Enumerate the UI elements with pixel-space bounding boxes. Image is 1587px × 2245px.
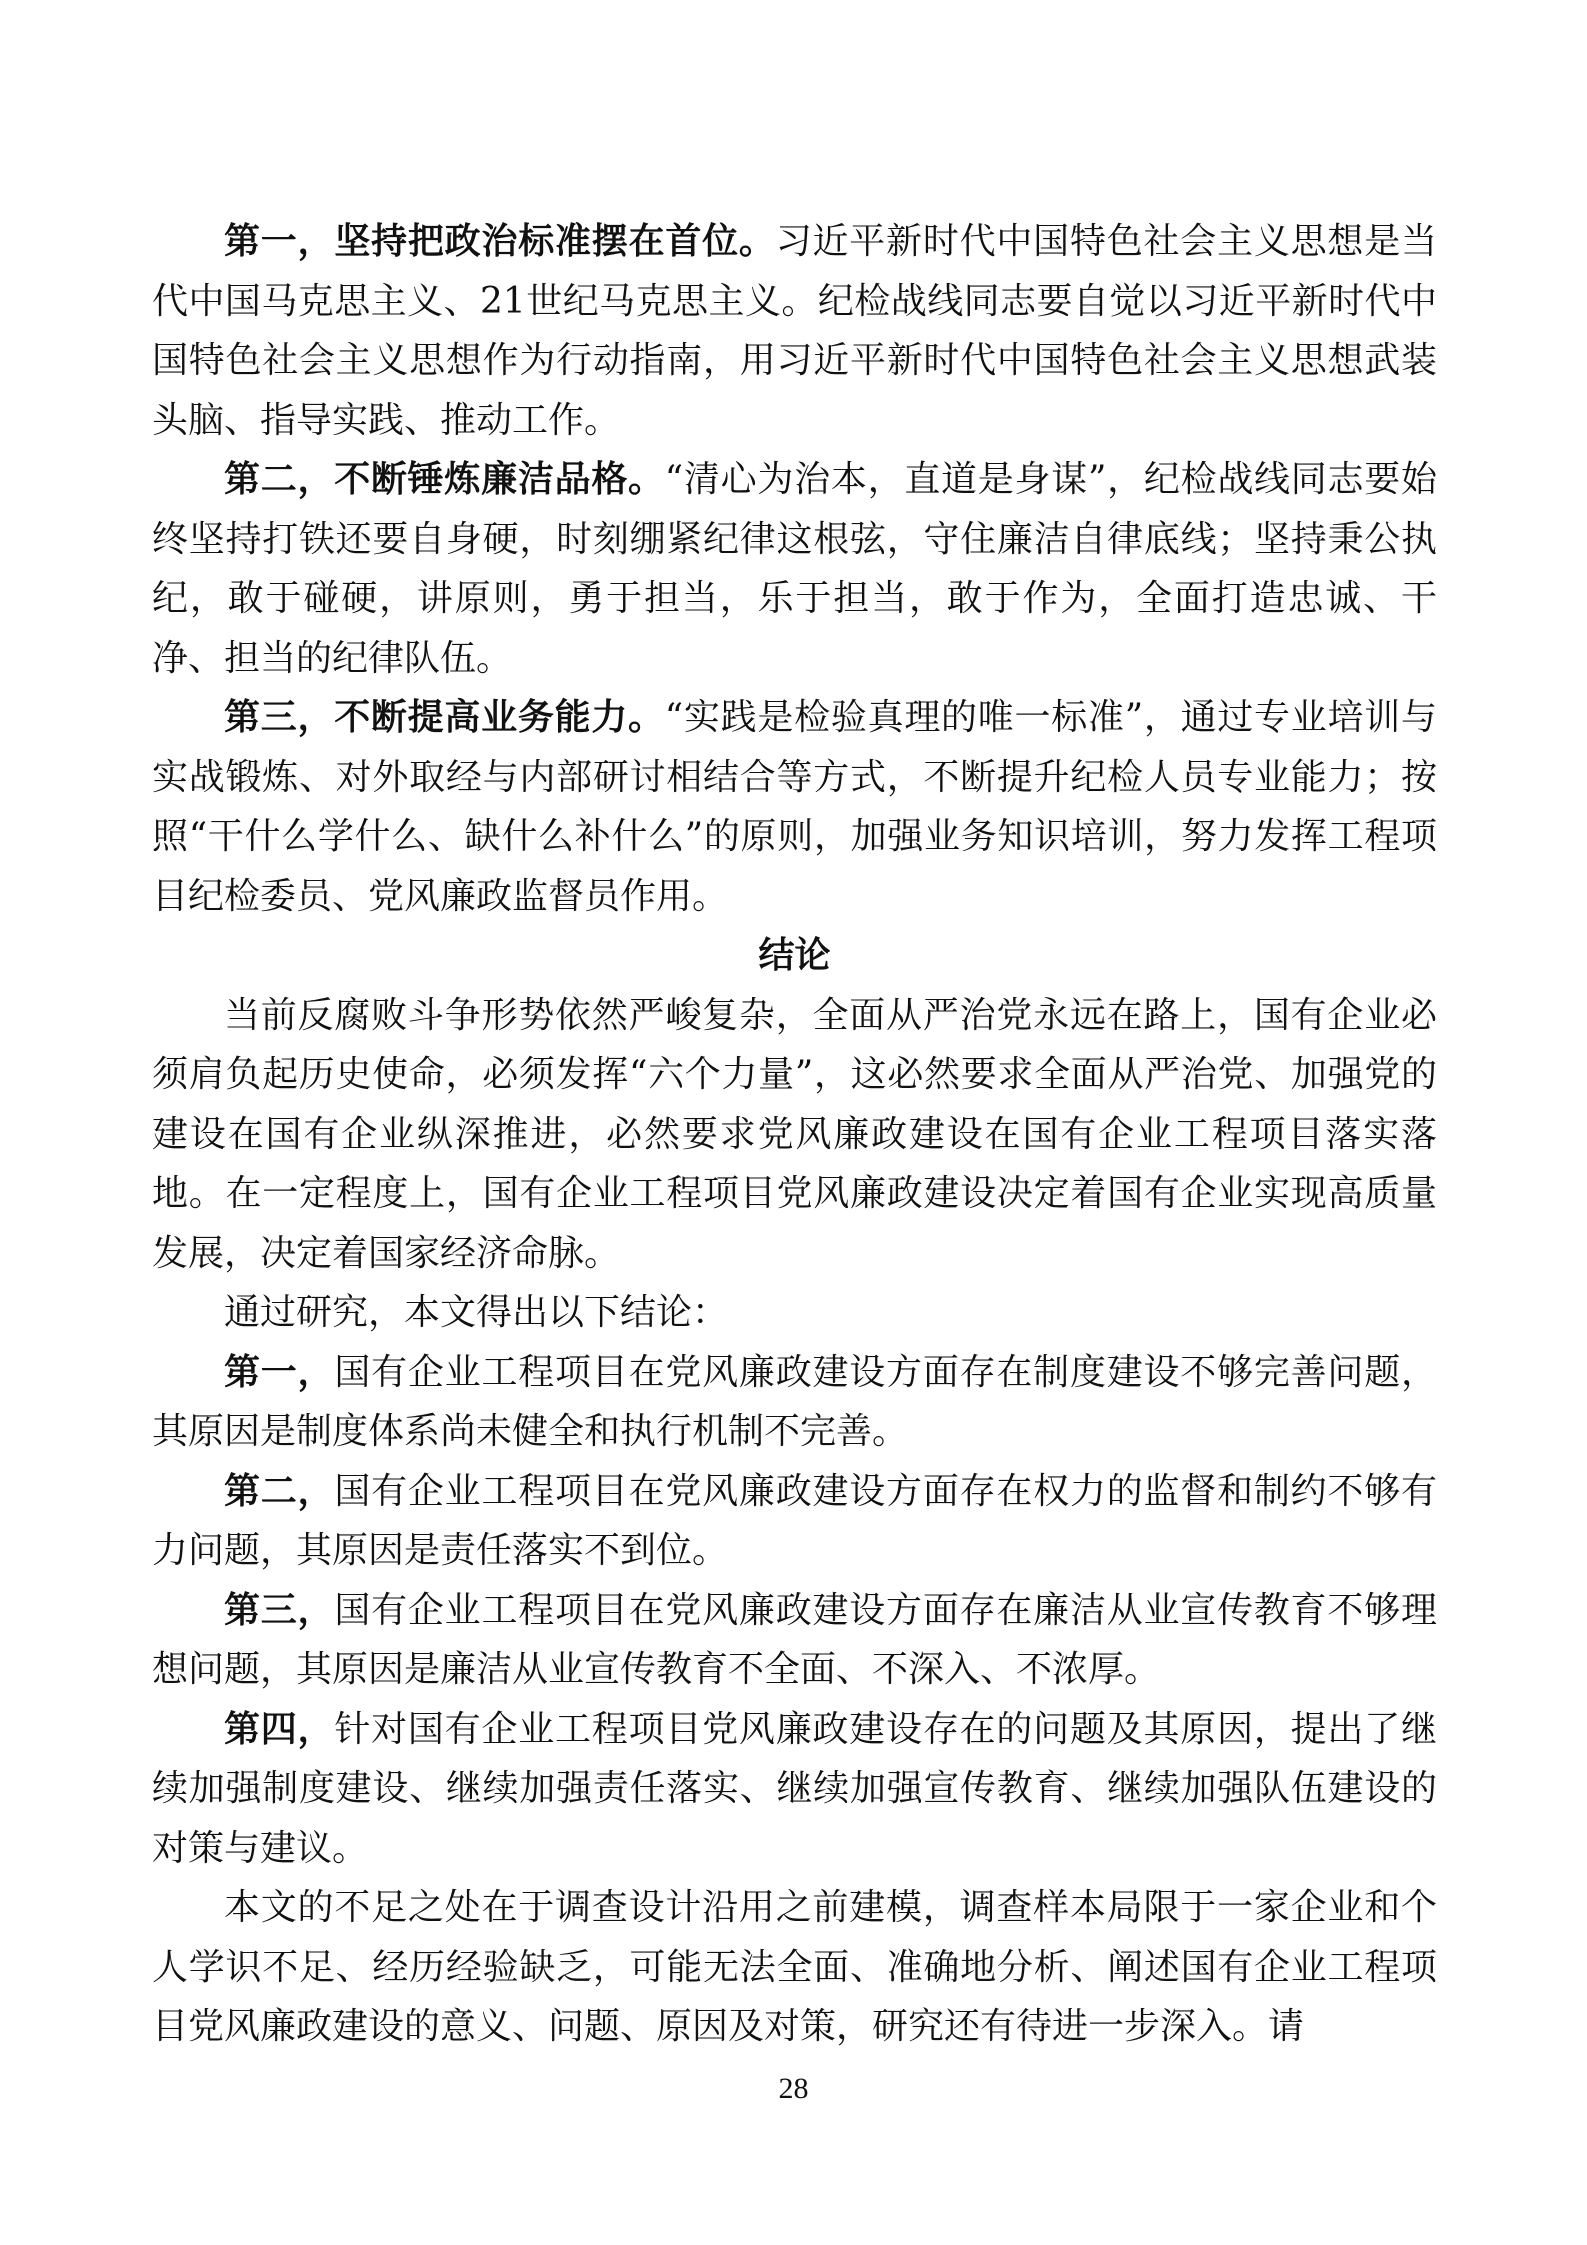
paragraph [152, 1878, 1437, 2057]
paragraph-body: 本文的不足之处在于调查设计沿用之前建模，调查样本局限于一家企业和个人学识不足、经历经验缺乏，可能无法全面、准确地分析、阐述国有企业工程项目党风廉政建设的意义、问题、原因及对策，研究还有待进一步深入。请 [152, 1887, 1437, 2047]
paragraph [152, 986, 1437, 1284]
paragraph [152, 1343, 1437, 1462]
paragraph-lead: 第四， [224, 1708, 335, 1750]
paragraph-lead: 第三，不断提高业务能力。 [224, 697, 665, 738]
paragraph-body: “实践是检验真理的唯一标准”，通过专业培训与实战锻炼、对外取经与内部研讨相结合等方式，不断提升纪检人员专业能力；按照“干什么学什么、缺什么补什么”的原则，加强业务知识培训，努力发挥工程项目纪检委员、党风廉政监督员作用。 [152, 697, 1437, 917]
paragraph-body: 习近平新时代中国特色社会主义思想是当代中国马克思主义、21世纪马克思主义。纪检战线同志要自觉以习近平新时代中国特色社会主义思想作为行动指南，用习近平新时代中国特色社会主义思想武装头脑、指导实践、推动工作。 [152, 221, 1437, 441]
paragraph [152, 1462, 1437, 1581]
paragraph-lead: 第一，坚持把政治标准摆在首位。 [224, 221, 776, 262]
paragraph [152, 688, 1437, 926]
page-number: 28 [778, 2072, 809, 2105]
paragraph-body: 当前反腐败斗争形势依然严峻复杂，全面从严治党永远在路上，国有企业必须肩负起历史使命，必须发挥“六个力量”，这必然要求全面从严治党、加强党的建设在国有企业纵深推进，必然要求党风廉政建设在国有企业工程项目落实落地。在一定程度上，国有企业工程项目党风廉政建设决定着国有企业实现高质量发展，决定着国家经济命脉。 [152, 994, 1437, 1274]
paragraph-lead: 第三， [224, 1589, 335, 1631]
paragraph [152, 212, 1437, 450]
paragraph-body: 国有企业工程项目在党风廉政建设方面存在制度建设不够完善问题，其原因是制度体系尚未健全和执行机制不完善。 [152, 1351, 1437, 1452]
paragraph [152, 1700, 1437, 1879]
section-heading: 结论 [758, 935, 831, 976]
paragraph-lead: 第二，不断锤炼廉洁品格。 [224, 459, 665, 500]
paragraph-body: 国有企业工程项目在党风廉政建设方面存在廉洁从业宣传教育不够理想问题，其原因是廉洁从业宣传教育不全面、不深入、不浓厚。 [152, 1589, 1437, 1690]
paragraph-body: 通过研究，本文得出以下结论： [224, 1292, 729, 1333]
paragraph-lead: 第二， [224, 1470, 335, 1512]
paragraph-body: 针对国有企业工程项目党风廉政建设存在的问题及其原因，提出了继续加强制度建设、继续加强责任落实、继续加强宣传教育、继续加强队伍建设的对策与建议。 [152, 1708, 1437, 1869]
paragraph [152, 1581, 1437, 1700]
paragraph [152, 1283, 1437, 1343]
paragraph-lead: 第一， [224, 1351, 335, 1393]
paragraph [152, 450, 1437, 688]
page-content [152, 212, 1437, 2057]
paragraph-body: 国有企业工程项目在党风廉政建设方面存在权力的监督和制约不够有力问题，其原因是责任落实不到位。 [152, 1470, 1437, 1571]
paragraph-body: “清心为治本，直道是身谋”，纪检战线同志要始终坚持打铁还要自身硬，时刻绷紧纪律这根弦，守住廉洁自律底线；坚持秉公执纪，敢于碰硬，讲原则，勇于担当，乐于担当，敢于作为，全面打造忠诚、干净、担当的纪律队伍。 [152, 459, 1437, 679]
